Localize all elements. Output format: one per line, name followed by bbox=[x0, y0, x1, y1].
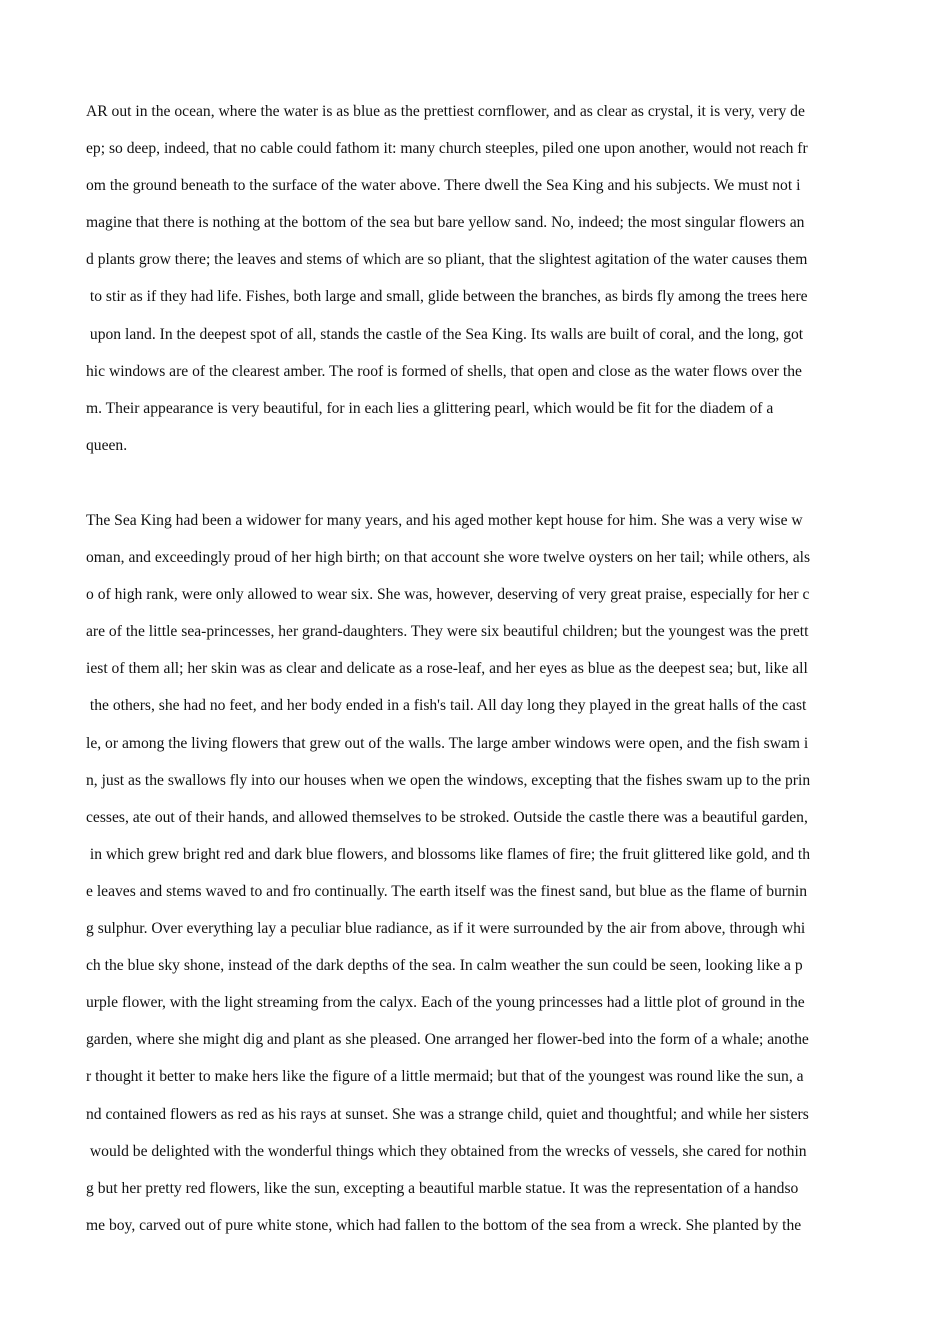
paragraph-line: nd contained flowers as red as his rays at sunset. She was a strange child, quiet and thoughtful; and while her sisters bbox=[86, 1105, 809, 1123]
paragraph-line: magine that there is nothing at the bottom of the sea but bare yellow sand. No, indeed; the most singular flowers an bbox=[86, 214, 805, 232]
paragraph-line: me boy, carved out of pure white stone, which had fallen to the bottom of the sea from a wreck. She planted by the bbox=[86, 1216, 802, 1234]
paragraph-line: are of the little sea-princesses, her grand-daughters. They were six beautiful children; but the youngest was the prett bbox=[86, 623, 809, 641]
paragraph-line: iest of them all; her skin was as clear and delicate as a rose-leaf, and her eyes as blue as the deepest sea; but, like all bbox=[86, 660, 808, 678]
paragraph-line: g sulphur. Over everything lay a peculiar blue radiance, as if it were surrounded by the air from above, through whi bbox=[86, 920, 806, 938]
paragraph-line: in which grew bright red and dark blue flowers, and blossoms like flames of fire; the fruit glittered like gold, and th bbox=[86, 845, 811, 863]
paragraph-line: urple flower, with the light streaming from the calyx. Each of the young princesses had a little plot of ground in the bbox=[86, 994, 805, 1012]
paragraph-line: garden, where she might dig and plant as she pleased. One arranged her flower-bed into the form of a whale; anothe bbox=[86, 1031, 809, 1049]
paragraph-line: d plants grow there; the leaves and stems of which are so pliant, that the slightest agitation of the water causes them bbox=[86, 251, 808, 269]
paragraph-line: cesses, ate out of their hands, and allowed themselves to be stroked. Outside the castle there was a beautiful garden, bbox=[86, 808, 808, 826]
paragraph-line: hic windows are of the clearest amber. The roof is formed of shells, that open and close as the water flows over the bbox=[86, 362, 802, 380]
paragraph-line: ch the blue sky shone, instead of the dark depths of the sea. In calm weather the sun could be seen, looking like a p bbox=[86, 957, 803, 975]
paragraph-line: om the ground beneath to the surface of the water above. There dwell the Sea King and his subjects. We must not i bbox=[86, 177, 801, 195]
paragraph-line: ep; so deep, indeed, that no cable could fathom it: many church steeples, piled one upon another, would not reach fr bbox=[86, 140, 808, 158]
paragraph-1 bbox=[86, 93, 808, 464]
paragraph-2 bbox=[86, 502, 810, 1244]
paragraph-line: The Sea King had been a widower for many years, and his aged mother kept house for him. She was a very wise w bbox=[86, 512, 803, 529]
paragraph-line: n, just as the swallows fly into our houses when we open the windows, excepting that the fishes swam up to the prin bbox=[86, 771, 811, 789]
paragraph-line: g but her pretty red flowers, like the sun, excepting a beautiful marble statue. It was the representation of a handso bbox=[86, 1179, 799, 1197]
paragraph-line: m. Their appearance is very beautiful, for in each lies a glittering pearl, which would be fit for the diadem of a bbox=[86, 399, 774, 417]
paragraph-line: upon land. In the deepest spot of all, stands the castle of the Sea King. Its walls are built of coral, and the long, got bbox=[86, 325, 804, 343]
paragraph-line: queen. bbox=[86, 436, 128, 454]
paragraph-line: e leaves and stems waved to and fro continually. The earth itself was the finest sand, but blue as the flame of burnin bbox=[86, 882, 807, 900]
paragraph-line: to stir as if they had life. Fishes, both large and small, glide between the branches, as birds fly among the trees here bbox=[86, 288, 808, 306]
paragraph-line: AR out in the ocean, where the water is as blue as the prettiest cornflower, and as clear as crystal, it is very, very de bbox=[86, 103, 805, 120]
paragraph-line: the others, she had no feet, and her body ended in a fish's tail. All day long they played in the great halls of the cast bbox=[86, 697, 807, 715]
paragraph-line: r thought it better to make hers like the figure of a little mermaid; but that of the youngest was round like the sun, a bbox=[86, 1068, 804, 1086]
paragraph-line: would be delighted with the wonderful things which they obtained from the wrecks of vessels, she cared for nothin bbox=[86, 1142, 807, 1160]
paragraph-line: oman, and exceedingly proud of her high birth; on that account she wore twelve oysters on her tail; while others, als bbox=[86, 549, 811, 567]
paragraph-line: o of high rank, were only allowed to wear six. She was, however, deserving of very great praise, especially for her c bbox=[86, 586, 810, 604]
paragraph-line: le, or among the living flowers that grew out of the walls. The large amber windows were open, and the fish swam i bbox=[86, 734, 809, 752]
